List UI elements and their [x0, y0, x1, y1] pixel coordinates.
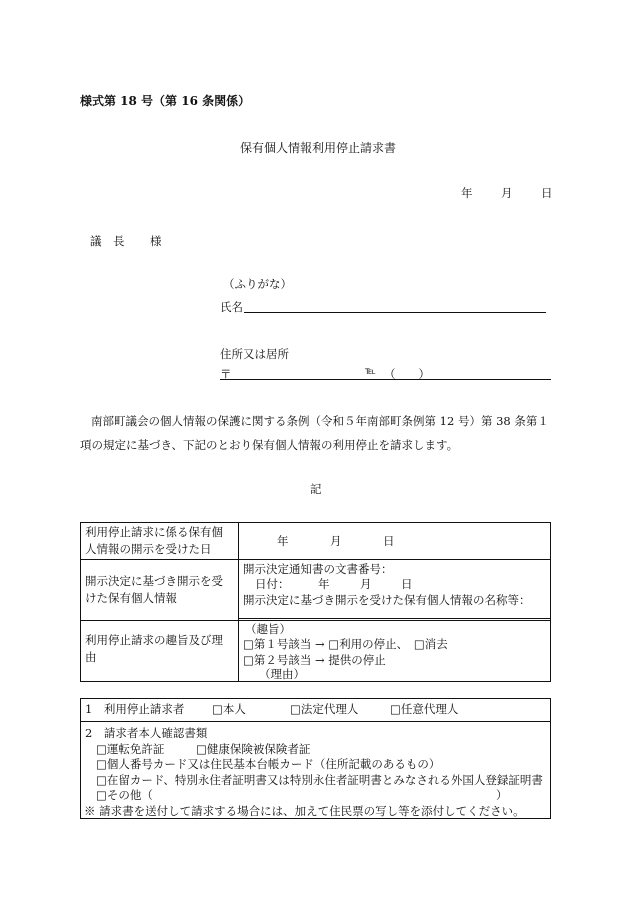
- row1-label-line2: 人情報の開示を受けた日: [85, 542, 212, 556]
- purpose-label: （趣旨）: [245, 622, 291, 636]
- reason-label: （理由）: [259, 667, 305, 681]
- doc-other-close: ）: [496, 788, 508, 802]
- row-divider-2: [80, 620, 551, 621]
- ki-heading: 記: [310, 482, 322, 496]
- body-line-1: 南部町議会の個人情報の保護に関する条例（令和５年南部町条例第 12 号）第 38 条第１: [91, 414, 549, 428]
- date-month[interactable]: 月: [501, 186, 513, 200]
- date-year[interactable]: 年: [461, 186, 473, 200]
- name-field[interactable]: [244, 312, 546, 313]
- doc-residence-checkbox[interactable]: □在留カード、特別永住者証明書又は特別永住者証明書とみなされる外国人登録証明書: [96, 773, 543, 787]
- row1-day[interactable]: 日: [383, 534, 395, 548]
- furigana-label: （ふりがな）: [223, 277, 292, 291]
- requester-legal-checkbox[interactable]: □法定代理人: [290, 702, 359, 716]
- row3-label-line2: 由: [85, 650, 97, 664]
- tel-parens: （ ）: [384, 367, 430, 381]
- doc-mynumber-checkbox[interactable]: □個人番号カード又は住民基本台帳カード（住所記載のあるもの）: [96, 757, 441, 771]
- requester-divider: [80, 721, 551, 722]
- row2-label-line1: 開示決定に基づき開示を受: [85, 574, 223, 588]
- row3-label-line1: 利用停止請求の趣旨及び理: [85, 633, 223, 647]
- requester-title: 1 利用停止請求者: [85, 702, 185, 716]
- date-day[interactable]: 日: [541, 186, 553, 200]
- doc-insurance-checkbox[interactable]: □健康保険被保険者証: [196, 742, 311, 756]
- tel-label: ℡: [365, 366, 376, 377]
- table-divider: [238, 522, 239, 682]
- addressee-name: 議 長: [90, 234, 125, 248]
- row2-month[interactable]: 月: [360, 577, 372, 591]
- docs-title: 2 請求者本人確認書類: [85, 726, 208, 740]
- requester-voluntary-checkbox[interactable]: □任意代理人: [390, 702, 459, 716]
- mail-note: ※ 請求書を送付して請求する場合には、加えて住民票の写し等を添付してください。: [84, 804, 525, 818]
- row2-year[interactable]: 年: [318, 577, 330, 591]
- body-line-2: 項の規定に基づき、下記のとおり保有個人情報の利用停止を請求します。: [80, 438, 459, 452]
- page-title: 保有個人情報利用停止請求書: [240, 141, 397, 155]
- info-name-label: 開示決定に基づき開示を受けた保有個人情報の名称等：: [243, 593, 531, 607]
- option-1[interactable]: □第１号該当 → □利用の停止、 □消去: [243, 637, 448, 651]
- row1-label-line1: 利用停止請求に係る保有個: [85, 525, 223, 539]
- address-label: 住所又は居所: [220, 347, 289, 361]
- requester-self-checkbox[interactable]: □本人: [212, 702, 246, 716]
- name-label: 氏名: [220, 300, 243, 314]
- row2-label-line2: けた保有個人情報: [85, 591, 177, 605]
- doc-other-checkbox[interactable]: □その他（: [96, 788, 153, 802]
- option-2[interactable]: □第２号該当 → 提供の停止: [243, 653, 386, 667]
- postal-mark: 〒: [220, 367, 232, 381]
- row1-year[interactable]: 年: [277, 534, 289, 548]
- address-field[interactable]: [220, 379, 551, 380]
- row2-date-label: 日付：: [255, 577, 290, 591]
- row1-month[interactable]: 月: [330, 534, 342, 548]
- row2-day[interactable]: 日: [401, 577, 413, 591]
- addressee-honorific: 様: [150, 234, 162, 248]
- form-number: 様式第 18 号（第 16 条関係）: [80, 94, 251, 108]
- doc-license-checkbox[interactable]: □運転免許証: [96, 742, 165, 756]
- doc-number-label: 開示決定通知書の文書番号：: [243, 562, 393, 576]
- info-name-underline: [238, 618, 551, 619]
